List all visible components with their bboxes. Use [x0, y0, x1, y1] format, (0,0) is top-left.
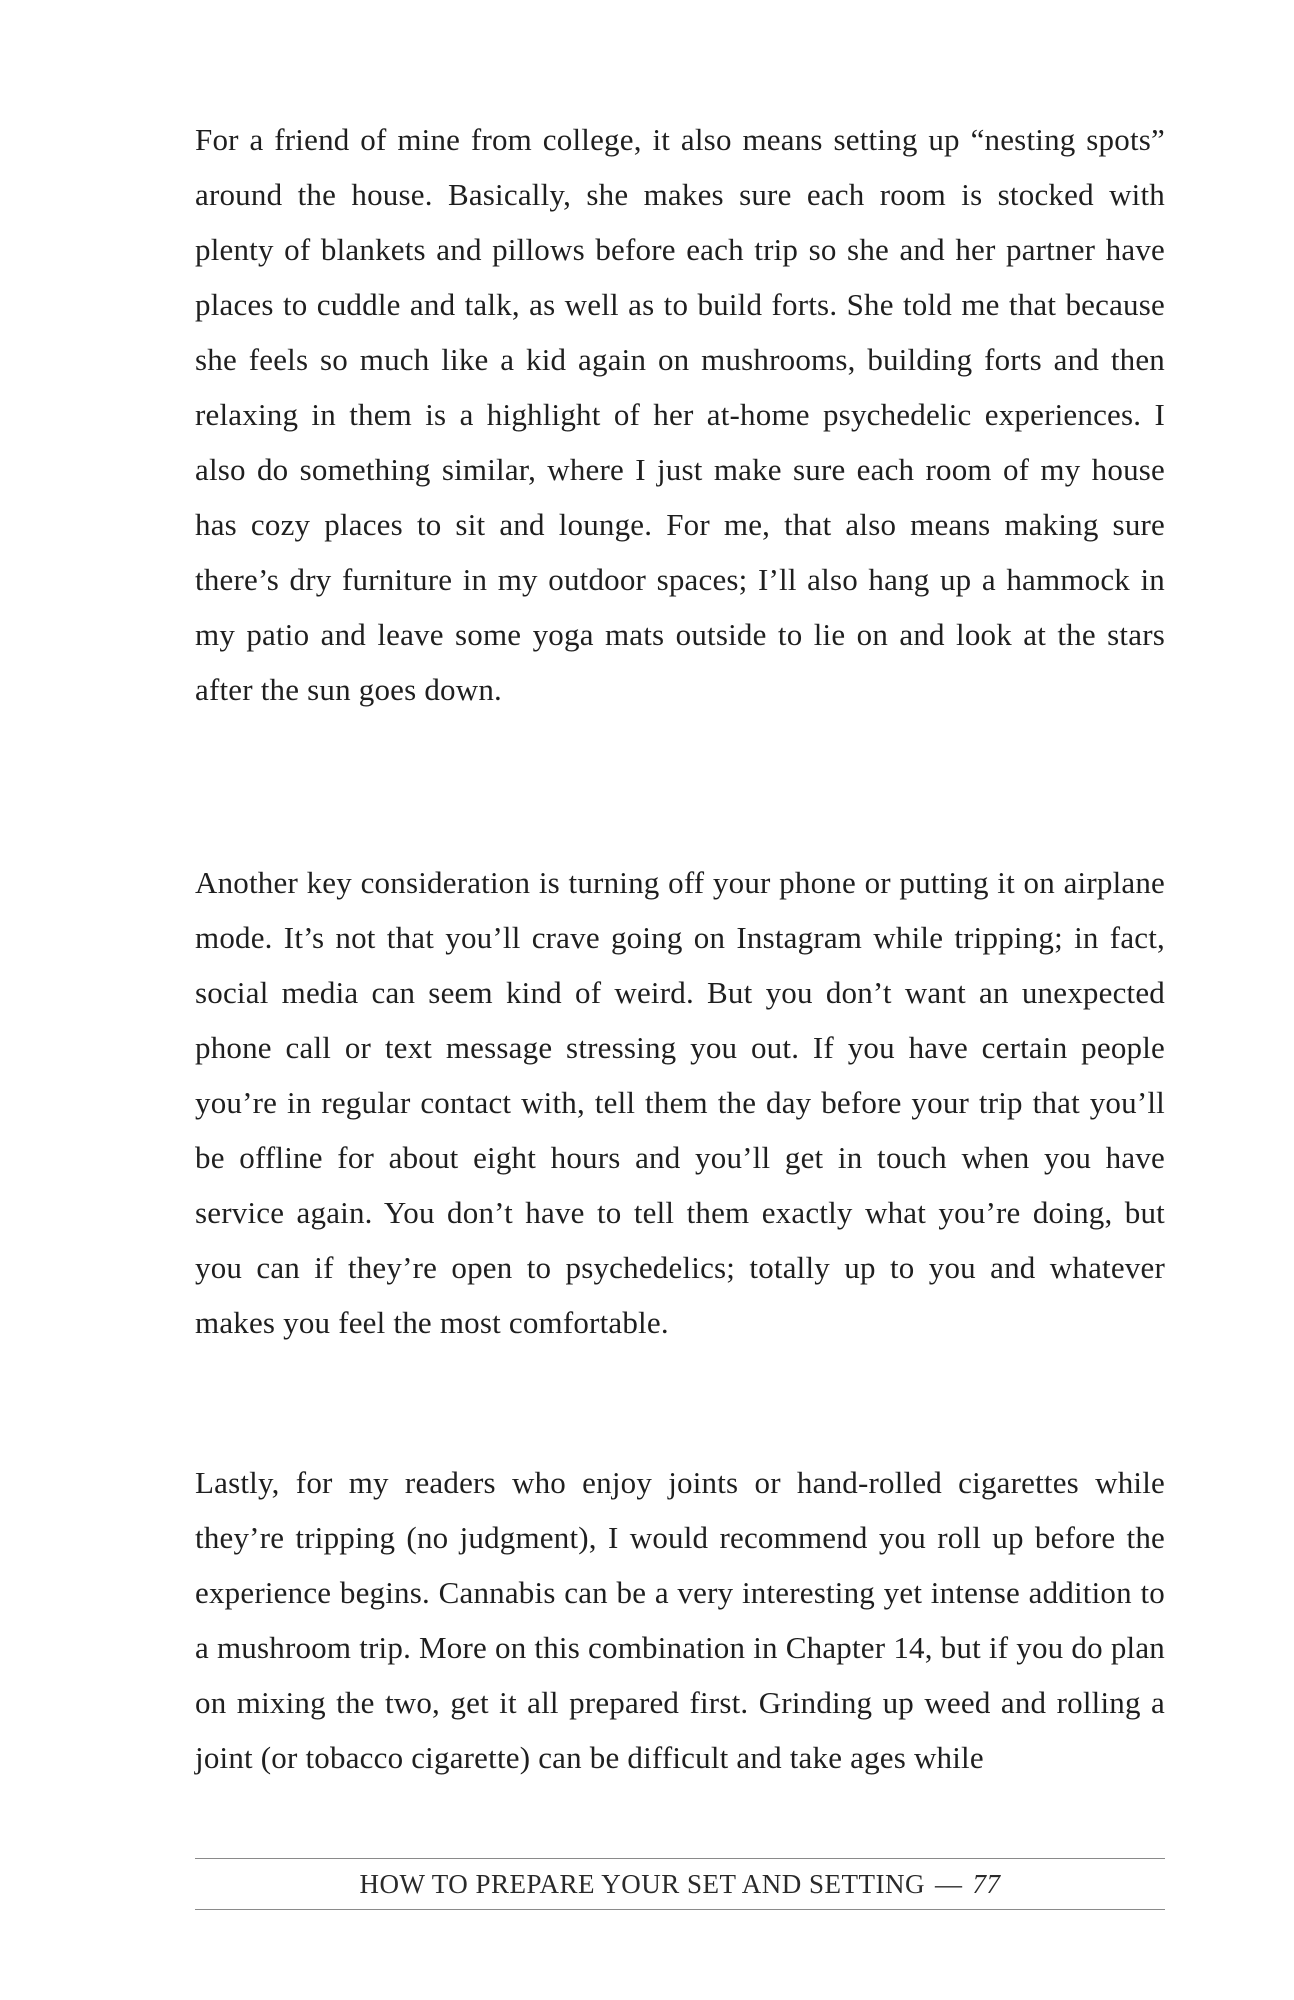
page-footer: [195, 1858, 1165, 1910]
paragraph-text: Another key consideration is turning off your phone or putting it on airplane mode. It’s not that you’ll crave going on Instagram while tripping; in fact, social media can seem kind of weird. But you don’t want an unexpected phone call or text message stressing you out. If you have certain people you’re in regular contact with, tell them the day before your trip that you’ll be offline for about eight hours and you’ll get in touch when you have service again. You don’t have to tell them exactly what you’re doing, but you can if they’re open to psychedelics; totally up to you and whatever makes you feel the most comfortable.: [195, 865, 1165, 1340]
paragraph-text: Lastly, for my readers who enjoy joints or hand-rolled cigarettes while they’re tripping (no judgment), I would recommend you roll up before the experience begins. Cannabis can be a very interesting yet intense addition to a mushroom trip. More on this combination in Chapter 14, but if you do plan on mixing the two, get it all prepared first. Grinding up weed and rolling a joint (or tobacco cigarette) can be difficult and take ages while: [195, 1465, 1165, 1775]
footer-separator: —: [935, 1868, 963, 1899]
body-paragraph-2: [195, 855, 1165, 1350]
body-paragraph-3: [195, 1455, 1165, 1785]
running-head: HOW TO PREPARE YOUR SET AND SETTING: [359, 1868, 926, 1899]
page-number: 77: [972, 1868, 1001, 1899]
paragraph-text: For a friend of mine from college, it also means setting up “nesting spots” around the house. Basically, she makes sure each room is stocked with plenty of blankets and pillows before each trip so she and her partner have places to cuddle and talk, as well as to build forts. She told me that because she feels so much like a kid again on mushrooms, building forts and then relaxing in them is a highlight of her at-home psychedelic experiences. I also do something similar, where I just make sure each room of my house has cozy places to sit and lounge. For me, that also means making sure there’s dry furniture in my outdoor spaces; I’ll also hang up a hammock in my patio and leave some yoga mats outside to lie on and look at the stars after the sun goes down.: [195, 122, 1165, 707]
body-paragraph-1: [195, 112, 1165, 717]
